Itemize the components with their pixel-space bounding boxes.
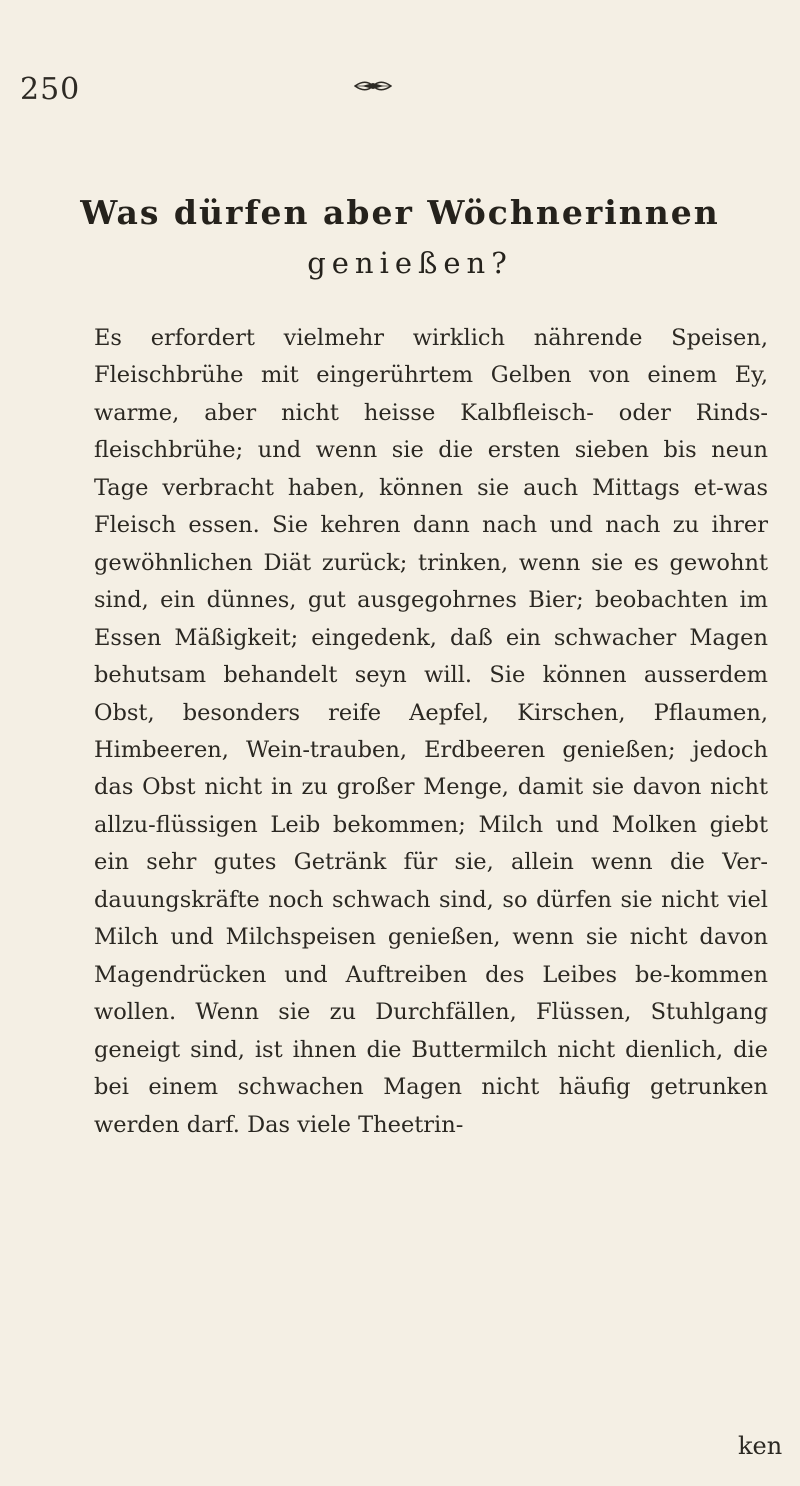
page-number: 250: [20, 72, 81, 107]
section-heading-continuation: genießen?: [307, 246, 513, 280]
catchword: ken: [738, 1432, 783, 1460]
section-heading: Was dürfen aber Wöchnerinnen: [80, 193, 720, 232]
body-paragraph: Es erfordert vielmehr wirklich nährende Speisen, Fleischbrühe mit eingerührtem Gelben von einem Ey, warme, aber nicht heisse Kalbfleisch- oder Rinds-fleischbrühe; und wenn sie die ersten sieben bis neun Tage verbracht haben, können sie auch Mittags et-was Fleisch essen. Sie kehren dann nach und nach zu ihrer gewöhnlichen Diät zurück; trinken, wenn sie es gewohnt sind, ein dünnes, gut ausgegohrnes Bier; beobachten im Essen Mäßigkeit; eingedenk, daß ein schwacher Magen behutsam behandelt seyn will. Sie können ausserdem Obst, besonders reife Aepfel, Kirschen, Pflaumen, Himbeeren, Wein-trauben, Erdbeeren genießen; jedoch das Obst nicht in zu großer Menge, damit sie davon nicht allzu-flüssigen Leib bekommen; Milch und Molken giebt ein sehr gutes Getränk für sie, allein wenn die Ver-dauungskräfte noch schwach sind, so dürfen sie nicht viel Milch und Milchspeisen genießen, wenn sie nicht davon Magendrücken und Auftreiben des Leibes be-kommen wollen. Wenn sie zu Durchfällen, Flüssen, Stuhlgang geneigt sind, ist ihnen die Buttermilch nicht dienlich, die bei einem schwachen Magen nicht häufig getrunken werden darf. Das viele Theetrin-: [94, 325, 768, 1138]
printer-ornament-icon: [354, 78, 392, 94]
